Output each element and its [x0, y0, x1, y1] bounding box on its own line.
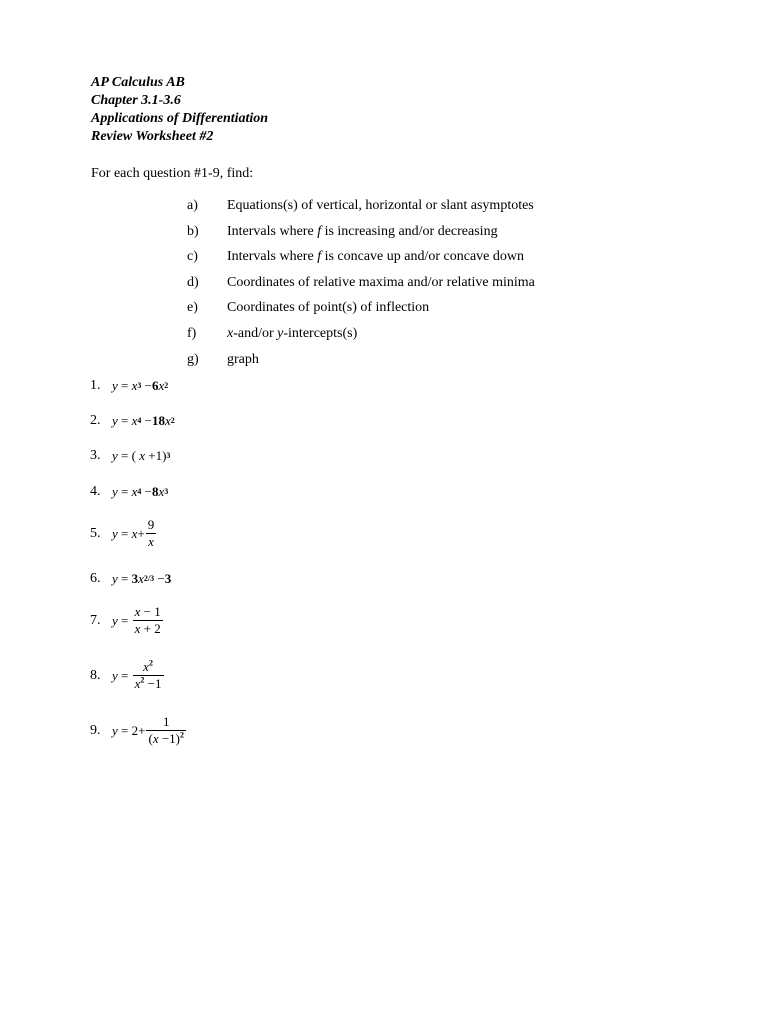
task-text-part: Coordinates of relative maxima and/or relative minima: [227, 274, 535, 290]
math-var: y: [112, 667, 118, 683]
question-3: [90, 448, 170, 464]
task-letter: g): [187, 351, 199, 367]
math-paren: (: [148, 731, 153, 746]
fraction-denominator: x: [148, 534, 154, 549]
fraction-numerator: [133, 605, 163, 620]
math-const: 3: [131, 571, 139, 586]
course-title: AP Calculus AB: [91, 75, 185, 90]
task-text-part: is increasing and/or decreasing: [321, 223, 498, 239]
math-op: −: [144, 378, 152, 393]
question-number: 6.: [90, 571, 101, 586]
chapter-title: Chapter 3.1-3.6: [91, 93, 181, 108]
math-var: y: [112, 612, 118, 628]
math-var: x: [139, 448, 145, 463]
worksheet-header: [91, 74, 268, 146]
fraction: [133, 660, 164, 691]
math-exponent: 2: [180, 730, 185, 740]
fraction-denominator: [146, 730, 186, 746]
question-6: [90, 571, 171, 587]
question-5: [90, 518, 157, 549]
question-2: [90, 413, 175, 429]
task-variable: f: [317, 223, 322, 239]
fraction-numerator: 1: [162, 714, 170, 729]
task-text: [227, 351, 259, 369]
math-var: y: [112, 571, 118, 586]
math-var: x: [134, 621, 141, 636]
math-const: 3: [164, 571, 172, 586]
equation: y = x 4 − 8 x 3: [112, 484, 169, 499]
task-text-part: Coordinates of point(s) of inflection: [227, 300, 430, 316]
math-var: x: [143, 659, 149, 674]
math-op: +1): [148, 448, 167, 463]
equation: y = 3 x 2/3 − 3: [112, 571, 172, 586]
question-4: [90, 484, 168, 500]
math-const: 18: [152, 413, 165, 428]
equation: y = x 4 − 18 x 2: [112, 413, 175, 428]
task-text: [227, 223, 498, 241]
fraction-numerator: 9: [147, 517, 155, 532]
task-text-part: is concave up and/or concave down: [321, 249, 525, 265]
math-var: y: [112, 413, 118, 428]
task-letter: d): [187, 274, 199, 290]
math-op: =: [121, 413, 129, 428]
fraction: [146, 518, 157, 549]
equation: [112, 715, 187, 746]
math-op: +: [137, 525, 145, 541]
task-text: [227, 197, 534, 215]
question-number: 3.: [90, 448, 101, 463]
task-variable: f: [317, 249, 322, 265]
math-var: x: [134, 676, 141, 691]
math-expr: − 1: [140, 604, 161, 619]
math-op: =: [121, 722, 129, 738]
task-letter: f): [187, 325, 197, 341]
math-op: =: [121, 525, 129, 541]
math-var: y: [112, 525, 118, 541]
math-op: =: [121, 571, 129, 586]
task-text-part: graph: [227, 351, 259, 367]
question-number: 2.: [90, 413, 101, 428]
task-letter: a): [187, 198, 198, 213]
task-text: [227, 248, 524, 266]
task-text-part: Equations(s) of vertical, horizontal or slant asymptotes: [227, 198, 534, 213]
math-expr: + 2: [140, 621, 161, 636]
task-text-part: -intercepts(s): [283, 325, 358, 341]
math-var: y: [112, 448, 118, 463]
question-7: [90, 605, 164, 636]
math-var: x: [158, 484, 165, 499]
equation: y = x 3 − 6 x 2: [112, 378, 169, 393]
task-text-part: Intervals where: [227, 249, 318, 265]
math-var: y: [112, 378, 118, 393]
fraction: [146, 715, 186, 746]
math-var: y: [112, 722, 118, 738]
question-number: 7.: [90, 612, 101, 628]
math-var: x: [158, 378, 165, 393]
equation: [112, 518, 157, 549]
equation: y = ( x +1) 3: [112, 448, 171, 463]
math-var: x: [152, 731, 159, 746]
math-var: x: [134, 604, 141, 619]
math-op: −: [144, 484, 152, 499]
math-expr: −1: [144, 676, 162, 691]
task-letter: e): [187, 300, 198, 316]
task-text: [227, 299, 429, 317]
question-8: [90, 660, 165, 691]
math-var: x: [131, 484, 138, 499]
question-number: 8.: [90, 667, 101, 683]
math-var: x: [131, 378, 138, 393]
math-var: x: [138, 571, 144, 586]
question-number: 1.: [90, 378, 101, 393]
task-text: [227, 325, 357, 343]
math-exponent: 2: [140, 675, 145, 685]
fraction-numerator: [141, 660, 155, 675]
task-variable: x: [227, 325, 234, 341]
task-text-part: -and/or: [233, 325, 278, 341]
math-op: =: [121, 612, 129, 628]
math-op: −: [144, 413, 152, 428]
fraction: [133, 605, 163, 636]
task-letter: b): [187, 223, 199, 239]
math-var: x: [131, 525, 138, 541]
task-text-part: Intervals where: [227, 223, 318, 239]
math-const: 2: [131, 722, 139, 738]
math-op: +: [138, 722, 146, 738]
task-letter: c): [187, 249, 198, 265]
math-op: −: [157, 571, 165, 586]
equation: [112, 605, 164, 636]
topic-title: Applications of Differentiation: [91, 111, 269, 126]
math-var: x: [165, 413, 171, 428]
math-var: x: [131, 413, 138, 428]
question-number: 4.: [90, 484, 101, 499]
question-number: 5.: [90, 525, 101, 541]
equation: [112, 660, 165, 691]
task-variable: y: [277, 325, 284, 341]
math-paren: (: [131, 448, 136, 463]
math-op: =: [121, 484, 129, 499]
math-exponent: 2: [148, 658, 153, 668]
question-9: [90, 715, 187, 746]
math-var: y: [112, 484, 118, 499]
math-op: =: [121, 667, 129, 683]
instructions: For each question #1-9, find:: [91, 166, 254, 181]
task-text: [227, 274, 535, 292]
question-1: [90, 378, 168, 394]
fraction-denominator: [133, 620, 163, 636]
math-expr: −1): [158, 731, 181, 746]
worksheet-title: Review Worksheet #2: [91, 129, 214, 144]
math-const: 6: [152, 378, 159, 393]
math-op: =: [121, 378, 129, 393]
question-number: 9.: [90, 722, 101, 738]
math-const: 8: [152, 484, 159, 499]
math-op: =: [121, 448, 129, 463]
fraction-denominator: [133, 675, 164, 691]
